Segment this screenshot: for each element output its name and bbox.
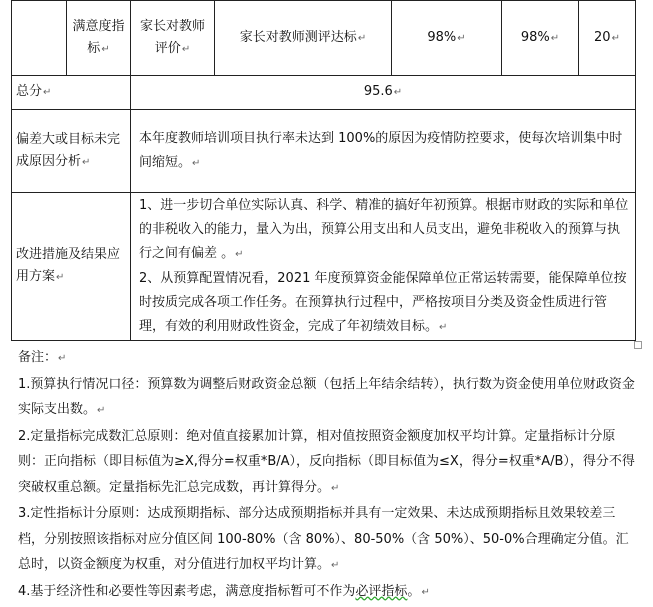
table-row-total [12,76,636,110]
total-label-cell: 总分↵ [12,76,131,110]
improve-item-2: 2、从预算配置情况看，2021 年度预算资金能保障单位正常运转需要，能保障单位按时按质完成各项工作任务。在预算执行过程中，严格按项目分类及资金性质进行管理，有效的利用财政性资金，完成了年初绩效目标。↵ [139,270,627,334]
measure-cell: 家长对教师测评达标↵ [215,1,392,76]
table-row-improve [12,193,636,341]
performance-table [11,0,636,341]
note-2: 2.定量指标完成数汇总原则：绝对值直接累加计算，相对值按照资金额度加权平均计算。定量指标计分原则：正向指标（即目标值为≥X,得分=权重*B/A），反向指标（即目标值为≤X，得分=权重*A/B），得分不得突破权重总额。定量指标先汇总完成数，再计算得分。↵ [18,428,635,495]
table-row-deviation [12,110,636,193]
note-4: 4.基于经济性和必要性等因素考虑，满意度指标暂可不作为必评指标。↵ [18,583,430,599]
notes-heading: 备注：↵ [18,350,67,365]
improve-label-cell: 改进措施及结果应用方案↵ [12,193,131,341]
target-cell: 98%↵ [392,1,502,76]
deviation-content-cell: 本年度教师培训项目执行率未达到 100%的原因为疫情防控要求，使每次培训集中时间缩短。↵ [131,110,636,193]
category-cell: 满意度指标↵ [67,1,131,76]
deviation-label-cell: 偏差大或目标未完成原因分析↵ [12,110,131,193]
table-row-satisfaction [12,1,636,76]
indicator-cell: 家长对教师评价↵ [131,1,215,76]
improve-content-cell [131,193,636,341]
note-3: 3.定性指标计分原则：达成预期指标、部分达成预期指标并具有一定效果、未达成预期指标且效果较差三档，分别按照该指标对应分值区间 100-80%（含 80%）、80-50%（含 50%）、50-0%合理确定分值。汇总时，以资金额度为权重，对分值进行加权平均计算。↵ [18,506,629,572]
score-cell: 20↵ [579,1,636,76]
note-1: 1.预算执行情况口径：预算数为调整后财政资金总额（包括上年结余结转），执行数为资金使用单位财政资金实际支出数。↵ [18,376,635,417]
spellcheck-underline: 必评指标 [355,583,408,599]
total-value-cell: 95.6↵ [131,76,636,110]
blank-cell [12,1,67,76]
notes-section [18,345,636,605]
improve-item-1: 1、进一步切合单位实际认真、科学、精准的搞好年初预算。根据市财政的实际和单位的非税收入的能力，量入为出，预算公用支出和人员支出，避免非税收入的预算与执行之间有偏差 。↵ [139,197,629,261]
actual-cell: 98%↵ [502,1,579,76]
